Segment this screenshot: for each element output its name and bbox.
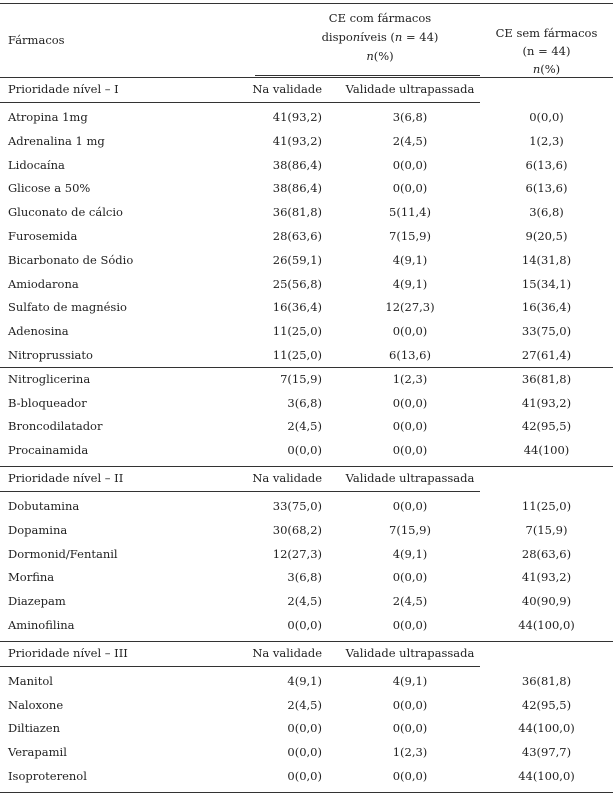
table-rule bbox=[0, 466, 613, 467]
table-row-na-validade: 2(4,5) bbox=[287, 594, 322, 608]
section-title: Prioridade nível – II bbox=[8, 471, 124, 485]
table-row-na-validade: 3(6,8) bbox=[287, 570, 322, 584]
table-row-sem-farmacos: 44(100,0) bbox=[518, 721, 575, 735]
table-row-na-validade: 26(59,1) bbox=[272, 253, 322, 267]
table-row-drug: Dopamina bbox=[8, 523, 68, 537]
table-row-na-validade: 0(0,0) bbox=[287, 721, 322, 735]
table-row-drug: Adenosina bbox=[8, 324, 69, 338]
table-row-validade-ultrapassada: 1(2,3) bbox=[392, 372, 428, 386]
table-row-na-validade: 38(86,4) bbox=[272, 158, 322, 172]
table-row-na-validade: 33(75,0) bbox=[272, 499, 322, 513]
table-row-sem-farmacos: 44(100,0) bbox=[518, 618, 575, 632]
table-row-drug: Glicose a 50% bbox=[8, 181, 91, 195]
table-row-na-validade: 11(25,0) bbox=[272, 348, 322, 362]
section-subheader-validade-ultrapassada: Validade ultrapassada bbox=[345, 471, 475, 485]
table-row-drug: Isoproterenol bbox=[8, 769, 87, 783]
table-row-na-validade: 2(4,5) bbox=[287, 419, 322, 433]
table-row-validade-ultrapassada: 5(11,4) bbox=[389, 205, 431, 219]
table-rule bbox=[0, 666, 480, 667]
table-row-na-validade: 12(27,3) bbox=[272, 547, 322, 561]
table-row-na-validade: 38(86,4) bbox=[272, 181, 322, 195]
table-row-sem-farmacos: 28(63,6) bbox=[521, 547, 572, 561]
header-com-farmacos-line1: CE com fármacos bbox=[328, 11, 432, 25]
table-row-sem-farmacos: 16(36,4) bbox=[521, 300, 572, 314]
table-row-validade-ultrapassada: 0(0,0) bbox=[392, 324, 428, 338]
table-row-sem-farmacos: 3(6,8) bbox=[529, 205, 564, 219]
section-title: Prioridade nível – III bbox=[8, 646, 128, 660]
table-row-drug: Atropina 1mg bbox=[8, 110, 88, 124]
header-sem-farmacos-line1: CE sem fármacos bbox=[495, 26, 598, 40]
table-row-validade-ultrapassada: 4(9,1) bbox=[392, 547, 428, 561]
table-row-validade-ultrapassada: 0(0,0) bbox=[392, 181, 428, 195]
table-row-validade-ultrapassada: 0(0,0) bbox=[392, 721, 428, 735]
table-row-na-validade: 11(25,0) bbox=[272, 324, 322, 338]
table-rule bbox=[0, 77, 613, 78]
table-row-drug: Naloxone bbox=[8, 698, 64, 712]
table-row-drug: Procainamida bbox=[8, 443, 89, 457]
section-subheader-na-validade: Na validade bbox=[252, 82, 322, 96]
table-row-validade-ultrapassada: 4(9,1) bbox=[392, 277, 428, 291]
header-farmacos: Fármacos bbox=[8, 33, 65, 47]
header-sem-farmacos-line2: (n = 44) bbox=[522, 44, 571, 58]
table-row-drug: Sulfato de magnésio bbox=[8, 300, 127, 314]
table-row-validade-ultrapassada: 0(0,0) bbox=[392, 419, 428, 433]
table-row-drug: Broncodilatador bbox=[8, 419, 103, 433]
table-row-na-validade: 2(4,5) bbox=[287, 698, 322, 712]
table-row-validade-ultrapassada: 0(0,0) bbox=[392, 570, 428, 584]
table-row-na-validade: 30(68,2) bbox=[272, 523, 322, 537]
table-row-drug: Amiodarona bbox=[8, 277, 79, 291]
table-row-na-validade: 3(6,8) bbox=[287, 396, 322, 410]
table-row-sem-farmacos: 11(25,0) bbox=[521, 499, 572, 513]
table-row-na-validade: 4(9,1) bbox=[287, 674, 322, 688]
top-rule bbox=[0, 3, 613, 4]
table-row-validade-ultrapassada: 3(6,8) bbox=[392, 110, 428, 124]
table-row-sem-farmacos: 36(81,8) bbox=[521, 674, 572, 688]
header-com-farmacos-line2: disponíveis (n = 44) bbox=[321, 30, 439, 44]
table-row-na-validade: 28(63,6) bbox=[272, 229, 322, 243]
table-row-validade-ultrapassada: 0(0,0) bbox=[392, 618, 428, 632]
table-row-sem-farmacos: 6(13,6) bbox=[525, 181, 568, 195]
table-row-drug: Dormonid/Fentanil bbox=[8, 547, 118, 561]
table-row-na-validade: 41(93,2) bbox=[272, 134, 322, 148]
table-row-sem-farmacos: 9(20,5) bbox=[525, 229, 568, 243]
table-row-drug: Morfina bbox=[8, 570, 55, 584]
table-row-validade-ultrapassada: 0(0,0) bbox=[392, 158, 428, 172]
table-row-validade-ultrapassada: 0(0,0) bbox=[392, 499, 428, 513]
table-row-drug: Gluconato de cálcio bbox=[8, 205, 123, 219]
table-row-na-validade: 25(56,8) bbox=[272, 277, 322, 291]
table-row-validade-ultrapassada: 0(0,0) bbox=[392, 698, 428, 712]
table-row-na-validade: 0(0,0) bbox=[287, 618, 322, 632]
section-title: Prioridade nível – I bbox=[8, 82, 119, 96]
table-row-sem-farmacos: 41(93,2) bbox=[521, 570, 572, 584]
section-subheader-validade-ultrapassada: Validade ultrapassada bbox=[345, 646, 475, 660]
table-row-sem-farmacos: 27(61,4) bbox=[521, 348, 572, 362]
table-row-sem-farmacos: 40(90,9) bbox=[521, 594, 572, 608]
table-row-sem-farmacos: 42(95,5) bbox=[521, 419, 572, 433]
table-row-na-validade: 7(15,9) bbox=[280, 372, 322, 386]
table-rule bbox=[0, 641, 613, 642]
table-row-sem-farmacos: 6(13,6) bbox=[525, 158, 568, 172]
table-row-sem-farmacos: 42(95,5) bbox=[521, 698, 572, 712]
table-row-validade-ultrapassada: 7(15,9) bbox=[389, 523, 431, 537]
table-row-na-validade: 41(93,2) bbox=[272, 110, 322, 124]
table-row-sem-farmacos: 41(93,2) bbox=[521, 396, 572, 410]
table-row-drug: Aminofilina bbox=[8, 618, 75, 632]
table-row-drug: Bicarbonato de Sódio bbox=[8, 253, 134, 267]
table-row-na-validade: 0(0,0) bbox=[287, 769, 322, 783]
table-row-sem-farmacos: 36(81,8) bbox=[521, 372, 572, 386]
section-subheader-validade-ultrapassada: Validade ultrapassada bbox=[345, 82, 475, 96]
table-rule bbox=[0, 367, 613, 368]
table-row-validade-ultrapassada: 12(27,3) bbox=[385, 300, 435, 314]
table-row-na-validade: 36(81,8) bbox=[272, 205, 322, 219]
table-row-sem-farmacos: 15(34,1) bbox=[521, 277, 572, 291]
section-subheader-na-validade: Na validade bbox=[252, 471, 322, 485]
table-row-drug: B-bloqueador bbox=[8, 396, 87, 410]
table-row-validade-ultrapassada: 4(9,1) bbox=[392, 674, 428, 688]
table-row-drug: Diazepam bbox=[8, 594, 66, 608]
table-row-validade-ultrapassada: 0(0,0) bbox=[392, 396, 428, 410]
table-row-validade-ultrapassada: 2(4,5) bbox=[392, 134, 428, 148]
table-row-validade-ultrapassada: 0(0,0) bbox=[392, 769, 428, 783]
table-row-drug: Furosemida bbox=[8, 229, 78, 243]
subheader-rule bbox=[255, 75, 480, 76]
table-row-validade-ultrapassada: 4(9,1) bbox=[392, 253, 428, 267]
table-row-drug: Adrenalina 1 mg bbox=[8, 134, 105, 148]
table-row-validade-ultrapassada: 7(15,9) bbox=[389, 229, 431, 243]
table-row-sem-farmacos: 33(75,0) bbox=[521, 324, 572, 338]
table-row-sem-farmacos: 44(100,0) bbox=[518, 769, 575, 783]
table-row-drug: Verapamil bbox=[8, 745, 67, 759]
table-row-na-validade: 0(0,0) bbox=[287, 745, 322, 759]
table-row-na-validade: 0(0,0) bbox=[287, 443, 322, 457]
table-row-drug: Lidocaína bbox=[8, 158, 65, 172]
table-row-sem-farmacos: 14(31,8) bbox=[521, 253, 572, 267]
table-row-validade-ultrapassada: 2(4,5) bbox=[392, 594, 428, 608]
header-sem-farmacos-line3: n(%) bbox=[532, 62, 561, 76]
table-row-drug: Dobutamina bbox=[8, 499, 80, 513]
table-rule bbox=[0, 102, 480, 103]
table-rule bbox=[0, 491, 480, 492]
table-row-sem-farmacos: 44(100) bbox=[523, 443, 570, 457]
table-row-drug: Nitroprussiato bbox=[8, 348, 93, 362]
table-row-sem-farmacos: 1(2,3) bbox=[529, 134, 564, 148]
table-row-sem-farmacos: 43(97,7) bbox=[521, 745, 572, 759]
section-subheader-na-validade: Na validade bbox=[252, 646, 322, 660]
table-row-drug: Manitol bbox=[8, 674, 53, 688]
header-com-farmacos-line3: n(%) bbox=[366, 49, 394, 63]
table-row-drug: Diltiazen bbox=[8, 721, 61, 735]
table-row-validade-ultrapassada: 6(13,6) bbox=[389, 348, 431, 362]
table-row-validade-ultrapassada: 0(0,0) bbox=[392, 443, 428, 457]
table-row-sem-farmacos: 7(15,9) bbox=[525, 523, 568, 537]
table-row-validade-ultrapassada: 1(2,3) bbox=[392, 745, 428, 759]
table-row-drug: Nitroglicerina bbox=[8, 372, 91, 386]
table-row-sem-farmacos: 0(0,0) bbox=[529, 110, 564, 124]
table-row-na-validade: 16(36,4) bbox=[272, 300, 322, 314]
